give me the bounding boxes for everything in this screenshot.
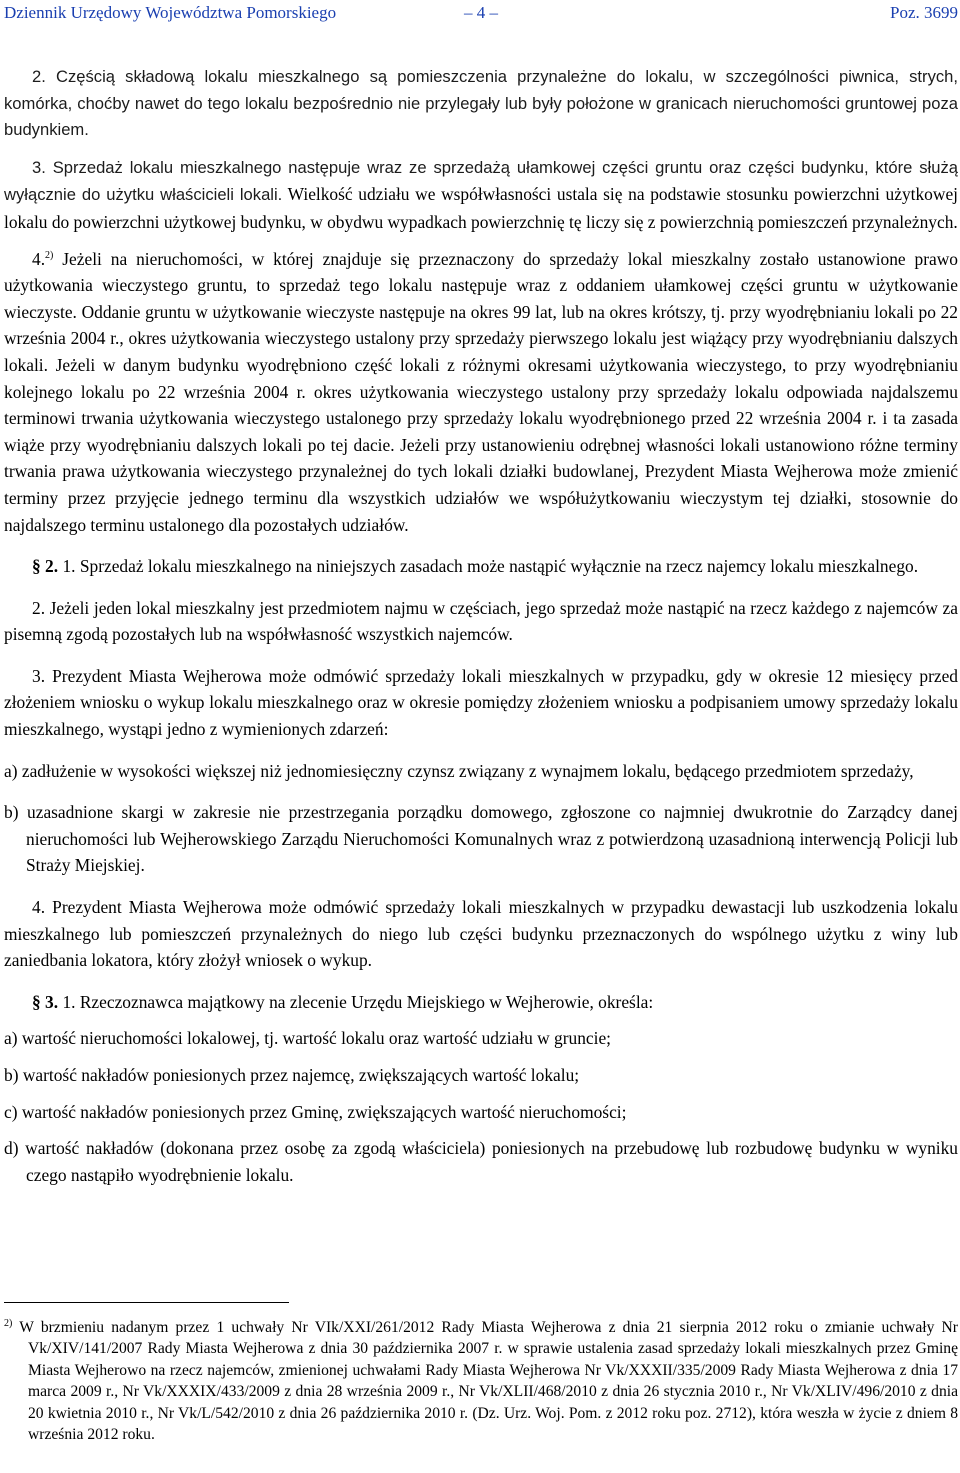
document-page xyxy=(4,0,958,1188)
section-2-paragraph-1 xyxy=(4,553,958,580)
section-2-item-a: a) zadłużenie w wysokości większej niż jednomiesięczny czynsz związany z wynajmem lokalu, będącego przedmiotem sprzedaży, xyxy=(4,760,914,781)
paragraph-1-3-serif: Wielkość udziału we współwłasności ustala się na podstawie stosunku powierzchni użytkowej lokalu do powierzchni użytkowej budynku, w obydwu wypadkach powierzchnię tę liczy się z powierzchnią pomieszczeń przynależnych. xyxy=(4,184,958,232)
footnote xyxy=(4,1317,958,1445)
paragraph-1-4-text: Jeżeli na nieruchomości, w której znajduje się przeznaczony do sprzedaży lokal mieszkalny zostało ustanowione prawo użytkowania wieczystego gruntu, to sprzedaż tego lokalu następuje wraz z oddaniem ułamkowej części gruntu w użytkowanie wieczyste. Oddanie gruntu w użytkowanie wieczyste następuje na okres 99 lat, lub na okres krótszy, tj. przy wyodrębnianiu lokali po 22 września 2004 r., okres użytkowania wieczystego ustalony przy sprzedaży pierwszego lokalu jest wiążący przy wyodrębnianiu dalszych lokali. Jeżeli w danym budynku wyodrębniono część lokali z różnymi okresami użytkowania wieczystego, to przy wyodrębnianiu kolejnego lokalu po 22 września 2004 r. okres użytkowania wieczystego ustalony przy sprzedaży lokalu odpowiada najdalszemu terminowi trwania użytkowania wieczystego ustalonego przy sprzedaży lokalu wyodrębnionego przed 22 września 2004 r. i ta zasada wiąże przy wyodrębnianiu dalszych lokali po tej dacie. Jeżeli przy ustanowieniu odrębnej własności lokali ustanowiono różne terminy trwania prawa użytkowania wieczystego przynależnej do tych lokali działki budowlanej, Prezydent Miasta Wejherowa może zmienić terminy przez przyjęcie jednego terminu dla wszystkich udziałów we współużytkowaniu wieczystym tej działki, stosownie do najdalszego terminu ustalonego dla pozostałych udziałów. xyxy=(4,248,958,535)
footnote-marker: 2) xyxy=(4,1317,13,1329)
section-3-paragraph-1-text: 1. Rzeczoznawca majątkowy na zlecenie Urzędu Miejskiego w Wejherowie, określa: xyxy=(58,991,654,1012)
section-3-paragraph-1 xyxy=(4,989,958,1016)
paragraph-1-2: 2. Częścią składową lokalu mieszkalnego są pomieszczenia przynależne do lokalu, w szczególności piwnica, strych, komórka, choćby nawet do tego lokalu bezpośrednio nie przylegały lub były położone w granicach nieruchomości gruntowej poza budynkiem. xyxy=(4,67,958,140)
paragraph-1-4-number: 4. xyxy=(32,248,46,269)
section-2-label: § 2. xyxy=(32,556,59,577)
header-position: Poz. 3699 xyxy=(890,3,958,22)
section-2-item-b: b) uzasadnione skargi w zakresie nie przestrzegania porządku domowego, zgłoszone co najmniej dwukrotnie do Zarządcy danej nieruchomości lub Wejherowskiego Zarządu Nieruchomości Komunalnych wraz z potwierdzoną uzasadnioną interwencją Policji lub Straży Miejskiej. xyxy=(4,802,958,876)
paragraph-1-4 xyxy=(4,246,958,539)
section-3-label: § 3. xyxy=(32,991,59,1012)
section-2-paragraph-4: 4. Prezydent Miasta Wejherowa może odmówić sprzedaży lokali mieszkalnych w przypadku dewastacji lub uszkodzenia lokalu mieszkalnego lub pomieszczeń przynależnych do niego lub części budynku przeznaczonych do wspólnego użytku z winy lub zaniedbania lokatora, który złożył wniosek o wykup. xyxy=(4,897,958,971)
section-2-paragraph-3: 3. Prezydent Miasta Wejherowa może odmówić sprzedaży lokali mieszkalnych w przypadku, gdy w okresie 12 miesięcy przed złożeniem wniosku o wykup lokalu mieszkalnego oraz w okresie pomiędzy złożeniem wniosku a podpisaniem umowy sprzedaży lokalu mieszkalnego, wystąpi jedno z wymienionych zdarzeń: xyxy=(4,665,958,740)
footnote-reference: 2) xyxy=(45,249,54,261)
section-3-item-d: d) wartość nakładów (dokonana przez osobę za zgodą właściciela) poniesionych na przebudowę lub rozbudowę budynku w wyniku czego nastąpiło wyodrębnienie lokalu. xyxy=(4,1138,958,1185)
section-3-item-c: c) wartość nakładów poniesionych przez Gminę, zwiększających wartość nieruchomości; xyxy=(4,1101,627,1122)
paragraph-1-3-sans: 3. Sprzedaż lokalu mieszkalnego następuje wraz ze sprzedażą ułamkowej części gruntu oraz części budynku, które służą wyłącznie do użytku właścicieli lokali. xyxy=(4,157,958,205)
section-3-item-b: b) wartość nakładów poniesionych przez najemcę, zwiększających wartość lokalu; xyxy=(4,1065,580,1085)
section-2-paragraph-2: 2. Jeżeli jeden lokal mieszkalny jest przedmiotem najmu w częściach, jego sprzedaż może nastąpić na rzecz każdego z najemców za pisemną zgodą pozostałych lub na współwłasność wszystkich najemców. xyxy=(4,597,958,645)
section-2-paragraph-1-text: 1. Sprzedaż lokalu mieszkalnego na niniejszych zasadach może nastąpić wyłącznie na rzecz najemcy lokalu mieszkalnego. xyxy=(58,556,919,577)
paragraph-1-3 xyxy=(4,154,958,236)
page-header xyxy=(4,0,958,26)
header-page-number: – 4 – xyxy=(464,3,498,22)
footnote-separator xyxy=(4,1302,289,1303)
footnote-text: W brzmieniu nadanym przez 1 uchwały Nr VIk/XXI/261/2012 Rady Miasta Wejherowa z dnia 21 sierpnia 2012 roku o zmianie uchwały Nr Vk/XIV/141/2007 Rady Miasta Wejherowa z dnia 30 października 2007 r. w sprawie ustalenia zasad sprzedaży lokali mieszkalnych przez Gminę Miasta Wejherowo na rzecz najemców, zmienionej uchwałami Rady Miasta Wejherowa Nr Vk/XXXII/335/2009 Rady Miasta Wejherowa z dnia 17 marca 2009 r., Nr Vk/XXXIX/433/2009 z dnia 28 września 2009 r., Nr Vk/XLII/468/2010 z dnia 26 stycznia 2010 r., Nr Vk/XLIV/496/2010 z dnia 20 kwietnia 2010 r., Nr Vk/L/542/2010 z dnia 26 października 2010 r. (Dz. Urz. Woj. Pom. z 2012 roku poz. 2712), która weszła w życie z dniem 8 września 2012 roku. xyxy=(12,1319,958,1444)
section-3-item-a: a) wartość nieruchomości lokalowej, tj. wartość lokalu oraz wartość udziału w gruncie; xyxy=(4,1028,612,1049)
header-journal-title: Dziennik Urzędowy Województwa Pomorskiego xyxy=(4,3,337,22)
